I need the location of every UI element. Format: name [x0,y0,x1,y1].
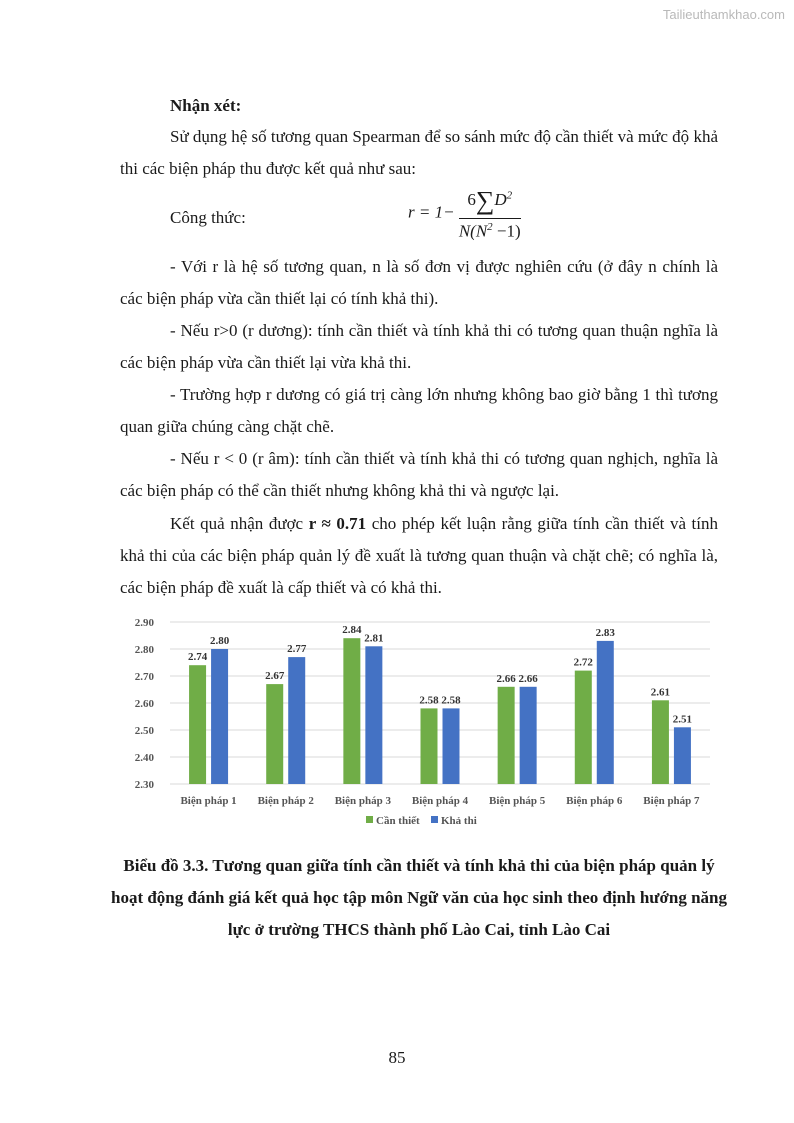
legend-swatch-kha-thi [431,816,438,823]
bar-kha-thi [365,646,382,784]
x-tick-label: Biện pháp 4 [411,795,469,807]
data-label: 2.61 [650,686,671,699]
paragraph-result: Kết quả nhận được r ≈ 0.71 cho phép kết luận rằng giữa tính cần thiết và tính khả thi của các biện pháp quản lý đề xuất là tương quan thuận và chặt chẽ; có nghĩa là, các biện pháp đề xuất là cấp thiết và có khả thi. [120,514,719,597]
y-tick-label: 2.80 [134,644,154,656]
data-label: 2.58 [441,694,461,707]
intro-paragraph: Sử dụng hệ số tương quan Spearman để so sánh mức độ cần thiết và mức độ khả thi các biện pháp thu được kết quả như sau: [120,127,718,178]
figure-caption: Biểu đồ 3.3. Tương quan giữa tính cần thiết và tính khả thi của biện pháp quản lý hoạt động đánh giá kết quả học tập môn Ngữ văn của học sinh theo định hướng năng lực ở trường THCS thành phố Lào Cai, tỉnh Lào Cai [110,856,728,939]
x-tick-label: Biện pháp 3 [334,795,391,807]
bar-can-thiet [421,708,438,784]
x-tick-label: Biện pháp 2 [257,795,314,807]
bar-kha-thi [597,641,614,784]
data-label: 2.51 [672,713,693,726]
legend-label: Cần thiết [376,815,420,827]
data-label: 2.66 [518,672,538,685]
bar-can-thiet [343,638,360,784]
data-label: 2.84 [342,624,362,637]
bar-can-thiet [652,700,669,784]
formula-denominator: $N(N^2 -1)$ [458,221,521,241]
bar-kha-thi [288,657,305,784]
formula-lhs: r = 1− [408,202,455,222]
section-heading: Nhận xét: [170,96,242,115]
paragraph-negative-r: - Nếu r < 0 (r âm): tính cần thiết và tính khả thi có tương quan nghịch, nghĩa là các biện pháp có thể cần thiết nhưng không khả thi và ngược lại. [120,449,718,500]
data-label: 2.83 [595,626,615,639]
data-label: 2.77 [287,643,307,656]
x-tick-label: Biện pháp 6 [566,795,623,807]
data-label: 2.72 [573,656,593,669]
page-number: 85 [388,1048,406,1067]
data-label: 2.74 [187,651,208,664]
bar-can-thiet [498,687,515,784]
y-tick-label: 2.30 [134,779,154,791]
formula-numerator: $6\sum D^2$ [459,186,521,219]
bar-kha-thi [211,649,228,784]
data-label: 2.80 [209,635,230,647]
correlation-bar-chart [120,608,720,840]
paragraph-positive-r: - Nếu r>0 (r dương): tính cần thiết và tính khả thi có tương quan thuận nghĩa là các biện pháp vừa cần thiết lại vừa khả thi. [120,321,718,372]
data-label: 2.66 [496,672,516,685]
watermark: Tailieuthamkhao.com [662,7,785,22]
y-tick-label: 2.60 [134,698,154,710]
bar-can-thiet [266,684,283,784]
bar-kha-thi [520,687,537,784]
y-tick-label: 2.40 [134,752,154,764]
y-tick-label: 2.90 [134,617,154,629]
y-tick-label: 2.70 [134,671,154,683]
x-tick-label: Biện pháp 7 [643,795,700,807]
paragraph-definition-r: - Với r là hệ số tương quan, n là số đơn vị được nghiên cứu (ở đây n chính là các biện pháp vừa cần thiết lại có tính khả thi). [120,257,718,308]
x-tick-label: Biện pháp 5 [489,795,546,807]
data-label: 2.81 [364,632,384,645]
bar-kha-thi [443,708,460,784]
bar-can-thiet [189,665,206,784]
data-label: 2.67 [265,670,285,683]
bar-can-thiet [575,671,592,784]
paragraph-large-r: - Trường hợp r dương có giá trị càng lớn nhưng không bao giờ bằng 1 thì tương quan giữa chúng càng chặt chẽ. [120,385,718,436]
x-tick-label: Biện pháp 1 [180,795,237,807]
legend-swatch-can-thiet [366,816,373,823]
legend-label: Khả thi [441,815,477,827]
data-label: 2.58 [419,694,439,707]
y-tick-label: 2.50 [134,725,154,737]
formula-label: Công thức: [170,208,246,227]
spearman-formula [408,186,521,242]
r-value: r ≈ 0.71 [308,514,367,533]
bar-kha-thi [674,727,691,784]
formula-fraction [459,186,521,242]
